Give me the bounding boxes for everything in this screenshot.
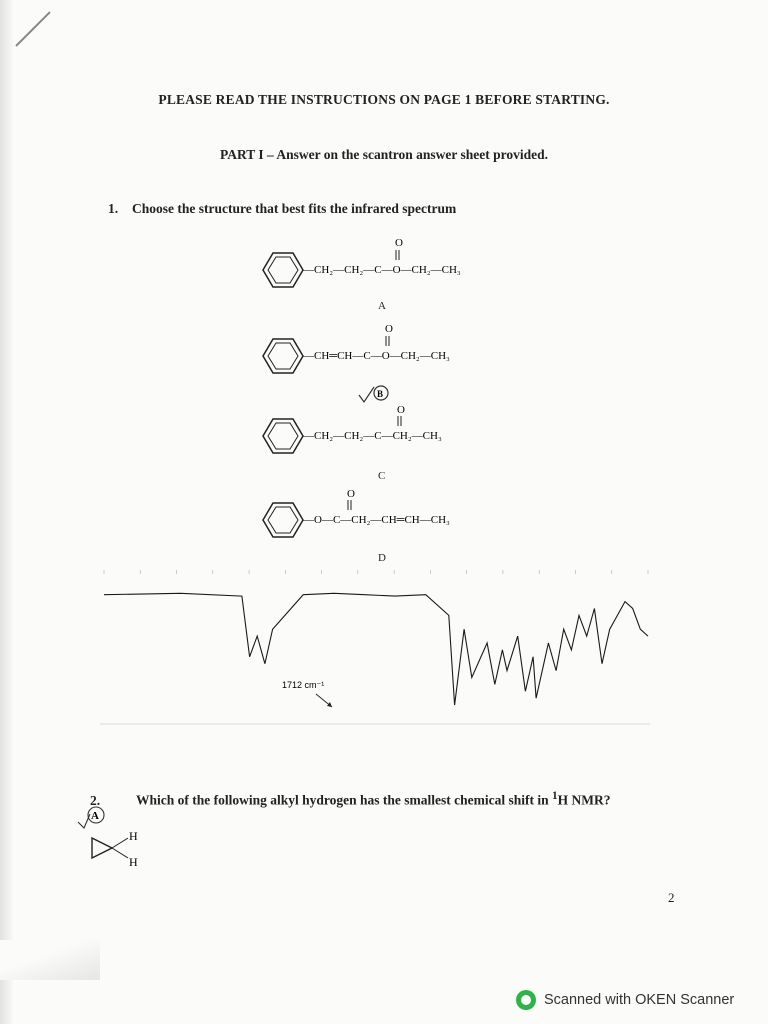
- question-2-text: Which of the following alkyl hydrogen has the smallest chemical shift in: [136, 792, 553, 808]
- structure-d-oxygen: O: [347, 490, 355, 500]
- scanner-watermark: [516, 990, 734, 1010]
- spectrum-top-ticks: [104, 570, 648, 574]
- structure-a-oxygen: O: [395, 237, 403, 249]
- structure-b-formula: —CH═CH—C—O—CH₂—CH₃: [303, 350, 450, 362]
- structure-b: [255, 322, 525, 380]
- question-2: [90, 790, 611, 809]
- structure-c-oxygen: O: [397, 406, 405, 416]
- structure-b-label: B: [377, 389, 384, 399]
- scanner-text: Scanned with OKEN Scanner: [544, 992, 735, 1008]
- question-2-answer-a: [76, 800, 156, 872]
- question-1: [108, 201, 456, 217]
- answer-mark-b: [357, 383, 389, 405]
- peak-label: 1712 cm⁻¹: [282, 680, 325, 690]
- ir-spectrum: [96, 562, 656, 742]
- structure-a: [255, 236, 525, 294]
- question-2-number: 2.: [90, 792, 101, 808]
- page-shadow: [0, 940, 100, 980]
- structure-d: [255, 490, 525, 548]
- structure-c-formula: —CH₂—CH₂—C—CH₂—CH₃: [303, 430, 442, 442]
- structure-d-label: D: [378, 552, 386, 564]
- hydrogen-bottom: H: [129, 855, 138, 869]
- question-2-text-end: H NMR?: [557, 792, 611, 808]
- pen-mark: [15, 11, 50, 46]
- hydrogen-top: H: [129, 829, 138, 843]
- peak-arrowhead: [327, 702, 332, 707]
- structure-d-formula: —O—C—CH₂—CH═CH—CH₃: [303, 514, 450, 526]
- question-1-text: Choose the structure that best fits the infrared spectrum: [132, 201, 457, 216]
- option-a-label: A: [91, 810, 99, 822]
- spectrum-trace: [104, 593, 648, 705]
- structure-a-formula: —CH₂—CH₂—C—O—CH₂—CH₃: [303, 264, 461, 276]
- instructions-heading: PLEASE READ THE INSTRUCTIONS ON PAGE 1 BEFORE STARTING.: [158, 92, 610, 107]
- question-2-superscript: 1: [552, 790, 558, 802]
- cyclopropane-ring: [92, 838, 112, 858]
- oken-logo-icon: [516, 990, 536, 1010]
- structure-a-label: A: [378, 300, 386, 312]
- page-number: 2: [668, 890, 675, 905]
- structure-c-label: C: [378, 470, 386, 482]
- structure-b-oxygen: O: [385, 323, 393, 335]
- part-heading: PART I – Answer on the scantron answer sheet provided.: [219, 147, 549, 162]
- question-1-number: 1.: [108, 201, 119, 216]
- structure-c: [255, 406, 525, 464]
